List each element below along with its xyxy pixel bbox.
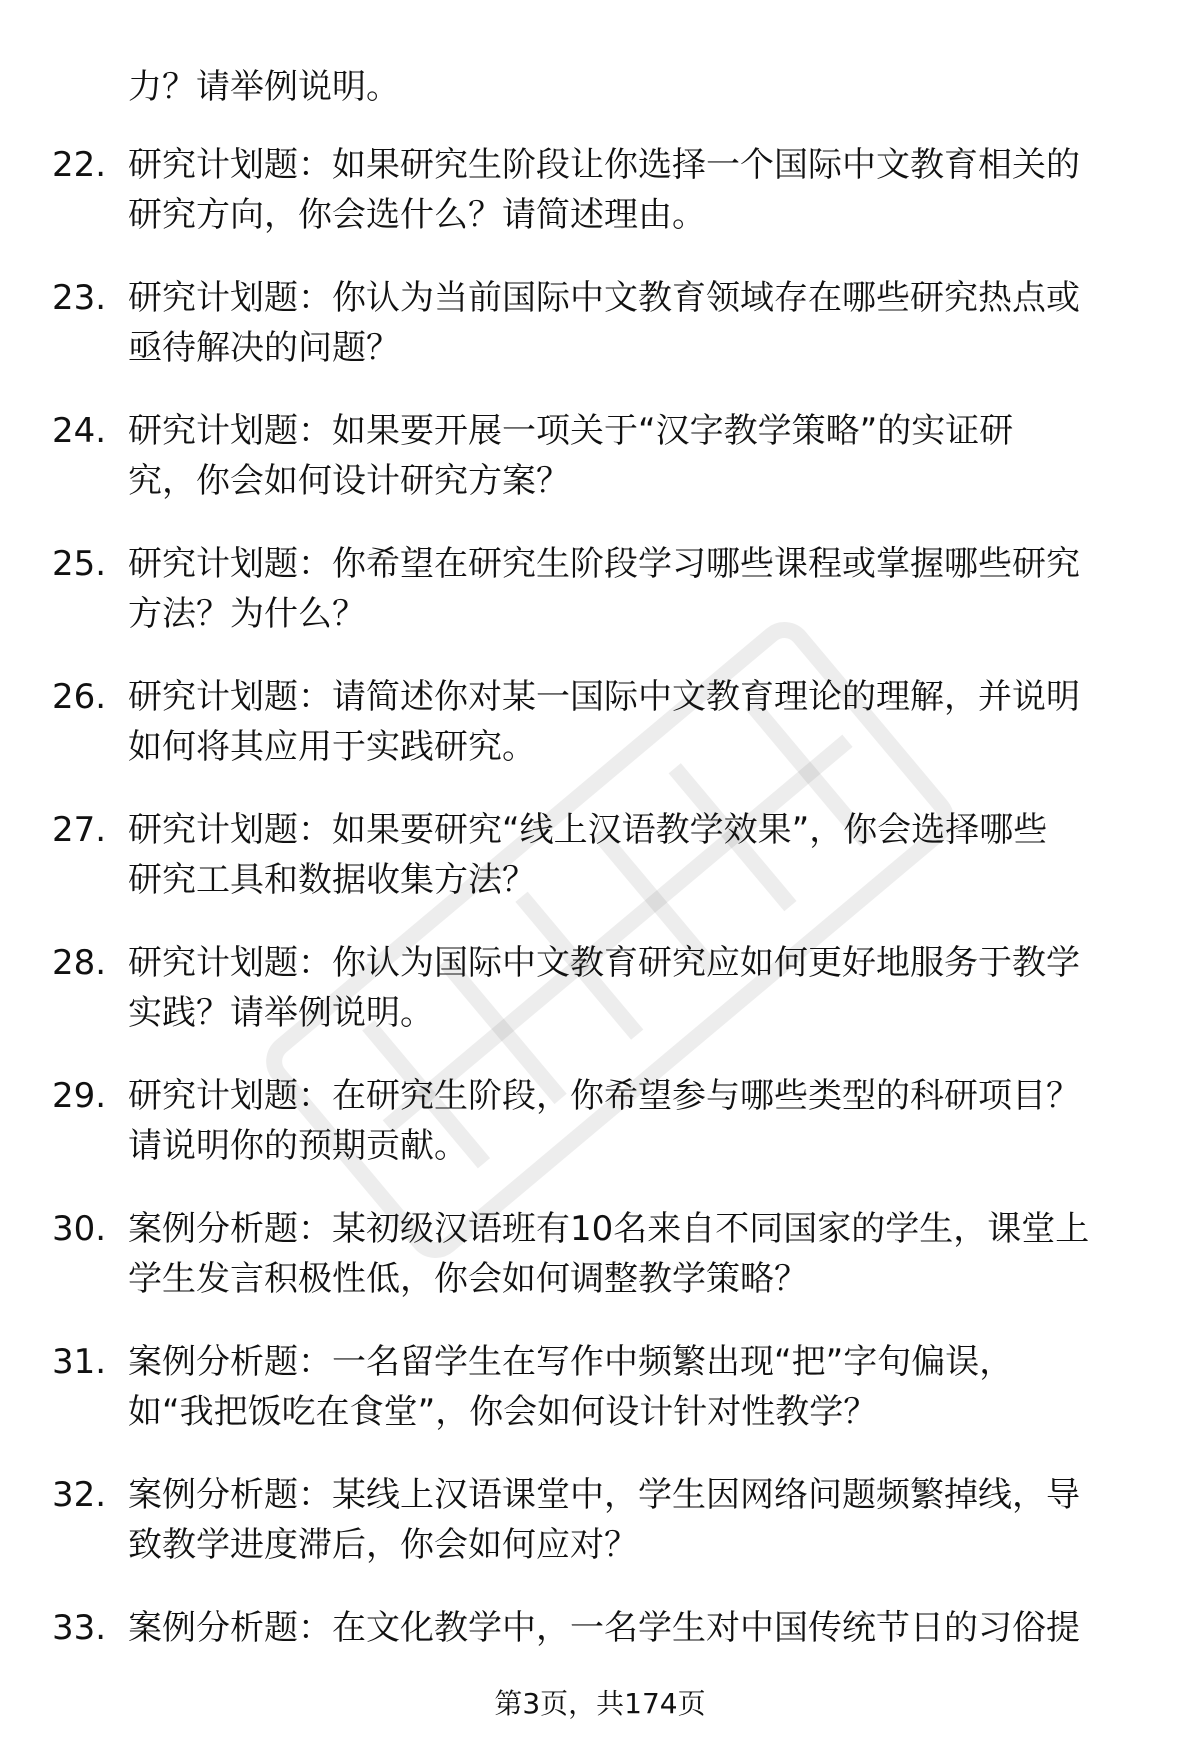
continuation-line: 力？请举例说明。 xyxy=(128,67,400,107)
question-text-line: 研究方向，你会选什么？请简述理由。 xyxy=(128,195,706,235)
question-text-line: 学生发言积极性低，你会如何调整教学策略？ xyxy=(128,1259,808,1299)
question-number: 29. xyxy=(52,1076,107,1116)
question-number: 23. xyxy=(52,278,107,318)
question-text xyxy=(128,1603,1148,1653)
list-item xyxy=(0,539,1200,672)
question-text-line: 研究计划题：请简述你对某一国际中文教育理论的理解，并说明 xyxy=(128,677,1080,717)
question-list xyxy=(0,140,1200,1736)
question-text xyxy=(128,140,1148,240)
question-text xyxy=(128,805,1148,905)
question-text xyxy=(128,1470,1148,1570)
question-text-line: 如“我把饭吃在食堂”，你会如何设计针对性教学？ xyxy=(128,1392,878,1432)
question-text-line: 亟待解决的问题？ xyxy=(128,328,400,368)
question-number: 22. xyxy=(52,145,107,185)
question-text-line: 请说明你的预期贡献。 xyxy=(128,1126,468,1166)
question-text-line: 案例分析题：某线上汉语课堂中，学生因网络问题频繁掉线，导 xyxy=(128,1475,1080,1515)
question-text xyxy=(128,1204,1148,1304)
list-item xyxy=(0,1470,1200,1603)
question-text-line: 研究计划题：你认为国际中文教育研究应如何更好地服务于教学 xyxy=(128,943,1080,983)
question-text xyxy=(128,406,1148,506)
question-number: 28. xyxy=(52,943,107,983)
question-text-line: 案例分析题：一名留学生在写作中频繁出现“把”字句偏误， xyxy=(128,1342,1014,1382)
question-text-line: 如何将其应用于实践研究。 xyxy=(128,727,536,767)
question-text-line: 致教学进度滞后，你会如何应对？ xyxy=(128,1525,638,1565)
list-item xyxy=(0,406,1200,539)
question-text xyxy=(128,1071,1148,1171)
question-text-line: 研究计划题：在研究生阶段，你希望参与哪些类型的科研项目？ xyxy=(128,1076,1080,1116)
question-text-line: 研究计划题：如果要开展一项关于“汉字教学策略”的实证研 xyxy=(128,411,1014,451)
question-number: 25. xyxy=(52,544,107,584)
question-text xyxy=(128,539,1148,639)
list-item xyxy=(0,1337,1200,1470)
question-number: 30. xyxy=(52,1209,107,1249)
list-item xyxy=(0,273,1200,406)
question-text-line: 研究工具和数据收集方法？ xyxy=(128,860,536,900)
question-number: 32. xyxy=(52,1475,107,1515)
question-text-line: 实践？请举例说明。 xyxy=(128,993,434,1033)
question-text-line: 研究计划题：你认为当前国际中文教育领域存在哪些研究热点或 xyxy=(128,278,1080,318)
list-item xyxy=(0,672,1200,805)
question-text-line: 案例分析题：某初级汉语班有10名来自不同国家的学生，课堂上 xyxy=(128,1209,1090,1249)
list-item xyxy=(0,140,1200,273)
question-number: 33. xyxy=(52,1608,107,1648)
question-number: 24. xyxy=(52,411,107,451)
list-item xyxy=(0,805,1200,938)
page-footer: 第3页，共174页 xyxy=(494,1687,706,1720)
question-text-line: 案例分析题：在文化教学中，一名学生对中国传统节日的习俗提 xyxy=(128,1608,1080,1648)
question-text-line: 究，你会如何设计研究方案？ xyxy=(128,461,570,501)
question-number: 31. xyxy=(52,1342,107,1382)
question-text-line: 研究计划题：如果要研究“线上汉语教学效果”，你会选择哪些 xyxy=(128,810,1048,850)
list-item xyxy=(0,938,1200,1071)
list-item xyxy=(0,1204,1200,1337)
question-text xyxy=(128,1337,1148,1437)
question-number: 26. xyxy=(52,677,107,717)
question-text-line: 研究计划题：你希望在研究生阶段学习哪些课程或掌握哪些研究 xyxy=(128,544,1080,584)
question-text xyxy=(128,672,1148,772)
question-text-line: 研究计划题：如果研究生阶段让你选择一个国际中文教育相关的 xyxy=(128,145,1080,185)
list-item xyxy=(0,1071,1200,1204)
question-text xyxy=(128,938,1148,1038)
question-text-line: 方法？为什么？ xyxy=(128,594,366,634)
question-text xyxy=(128,273,1148,373)
question-number: 27. xyxy=(52,810,107,850)
